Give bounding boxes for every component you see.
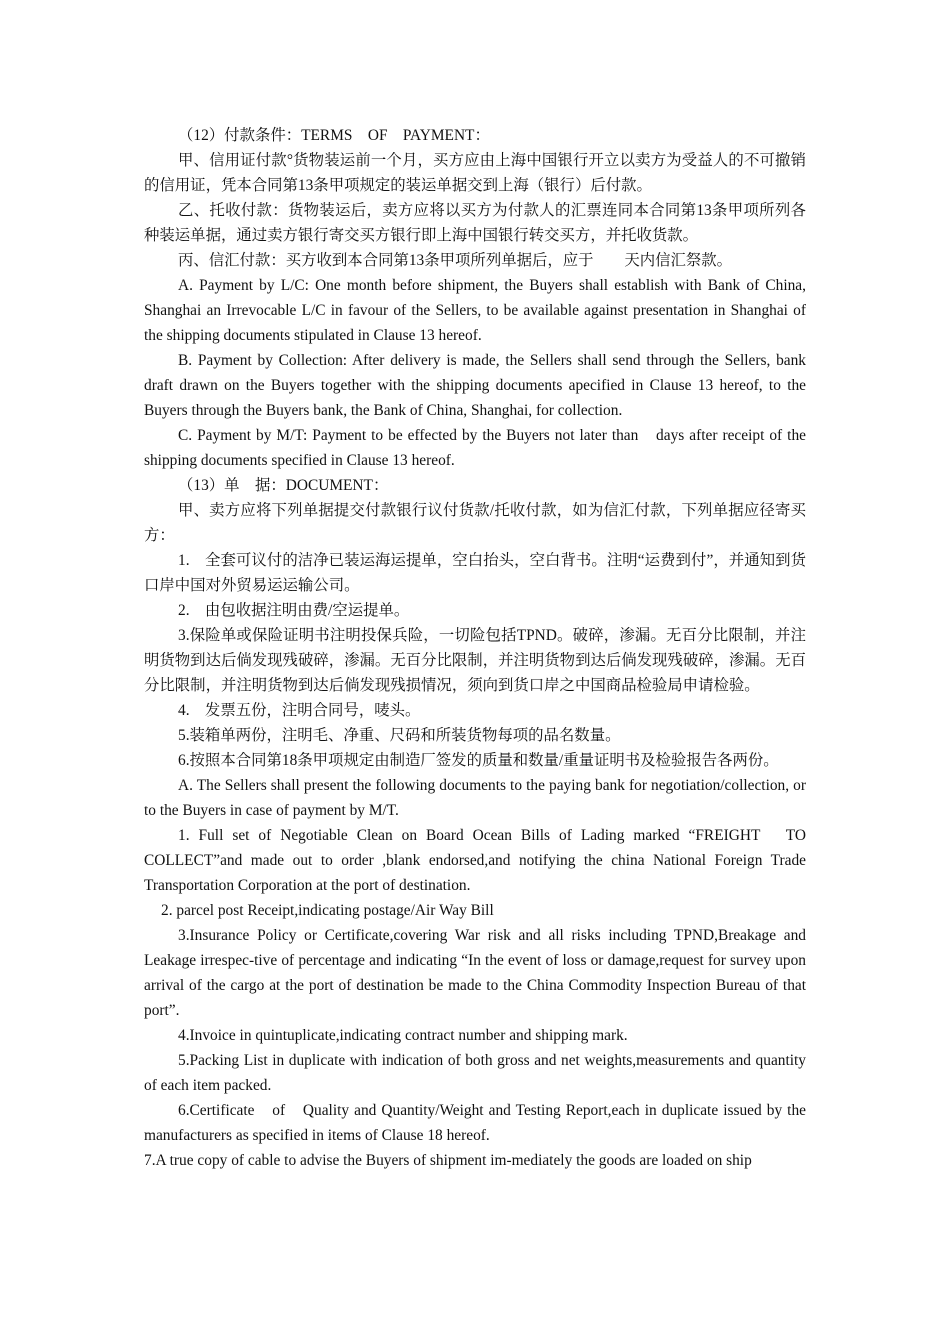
section-13-cn-item: 2. 由包收据注明由费/空运提单。	[178, 602, 410, 619]
section-13-en-item-5: 5.Packing List in duplicate with indication of both gross and net weights,measurements and quantity of each item packed.	[144, 1052, 806, 1094]
section-12-cn-collection: 乙、托收付款：货物装运后，卖方应将以买方为付款人的汇票连同本合同第13条甲项所列各种装运单据，通过卖方银行寄交买方银行即上海中国银行转交买方，并托收货款。	[144, 202, 806, 244]
section-12-en-mail-transfer: C. Payment by M/T: Payment to be effected by the Buyers not later than days after receipt of the shipping documents specified in Clause 13 hereof.	[144, 427, 806, 469]
section-13-en-item-4: 4.Invoice in quintuplicate,indicating contract number and shipping mark.	[178, 1027, 628, 1044]
document-page	[144, 123, 806, 1173]
section-13-cn-item: 6.按照本合同第18条甲项规定由制造厂签发的质量和数量/重量证明书及检验报告各两份。	[178, 752, 779, 769]
section-13-cn-item: 4. 发票五份，注明合同号，唛头。	[178, 702, 421, 719]
section-13-en-item-1: 1. Full set of Negotiable Clean on Board Ocean Bills of Lading marked “FREIGHT TO COLLECT”and made out to order ,blank endorsed,and notifying the china National Foreign Trade Transportation Corporation at the port of destination.	[144, 827, 806, 894]
section-13-cn-item: 1. 全套可议付的洁净已装运海运提单，空白抬头，空白背书。注明“运费到付”，并通知到货口岸中国对外贸易运运输公司。	[144, 552, 806, 594]
section-13-en-item-7: 7.A true copy of cable to advise the Buyers of shipment im-mediately the goods are loaded on ship	[144, 1152, 752, 1169]
section-13-cn-intro: 甲、卖方应将下列单据提交付款银行议付货款/托收付款，如为信汇付款，下列单据应径寄买方：	[144, 502, 806, 544]
section-12-en-collection: B. Payment by Collection: After delivery is made, the Sellers shall send through the Sellers, bank draft drawn on the Buyers together with the shipping documents apecified in Clause 13 hereof, to the Buyers through the Buyers bank, the Bank of China, Shanghai, for collection.	[144, 352, 806, 419]
section-13-en-item-3: 3.Insurance Policy or Certificate,covering War risk and all risks including TPND,Breakage and Leakage irrespec-tive of percentage and indicating “In the event of loss or damage,request for survey upon arrival of the cargo at the port of destination be made to the China Commodity Inspection Bureau of that port”.	[144, 927, 806, 1019]
section-13-heading: （13）单 据：DOCUMENT：	[178, 477, 389, 494]
section-12-heading: （12）付款条件：TERMS OF PAYMENT：	[178, 127, 490, 144]
section-13-cn-item: 5.装箱单两份，注明毛、净重、尺码和所装货物每项的品名数量。	[178, 727, 621, 744]
section-12-cn-mail-transfer: 丙、信汇付款：买方收到本合同第13条甲项所列单据后，应于 天内信汇祭款。	[178, 252, 733, 269]
section-13-en-intro: A. The Sellers shall present the following documents to the paying bank for negotiation/collection, or to the Buyers in case of payment by M/T.	[144, 777, 806, 819]
section-12-cn-lc-payment: 甲、信用证付款°货物装运前一个月，买方应由上海中国银行开立以卖方为受益人的不可撤销的信用证，凭本合同第13条甲项规定的装运单据交到上海（银行）后付款。	[144, 152, 806, 194]
section-13-cn-item: 3.保险单或保险证明书注明投保兵险，一切险包括TPND。破碎，渗漏。无百分比限制，并注明货物到达后倘发现残破碎，渗漏。无百分比限制，并注明货物到达后倘发现残破碎，渗漏。无百分比限制，并注明货物到达后倘发现残损情况，须向到货口岸之中国商品检验局申请检验。	[144, 627, 806, 694]
section-13-en-item-2: 2. parcel post Receipt,indicating postage/Air Way Bill	[161, 902, 494, 919]
section-13-en-item-6: 6.Certificate of Quality and Quantity/Weight and Testing Report,each in duplicate issued by the manufacturers as specified in items of Clause 18 hereof.	[144, 1102, 806, 1144]
section-12-en-lc-payment: A. Payment by L/C: One month before shipment, the Buyers shall establish with Bank of China, Shanghai an Irrevocable L/C in favour of the Sellers, to be available against presentation in Shanghai of the shipping documents stipulated in Clause 13 hereof.	[144, 277, 806, 344]
